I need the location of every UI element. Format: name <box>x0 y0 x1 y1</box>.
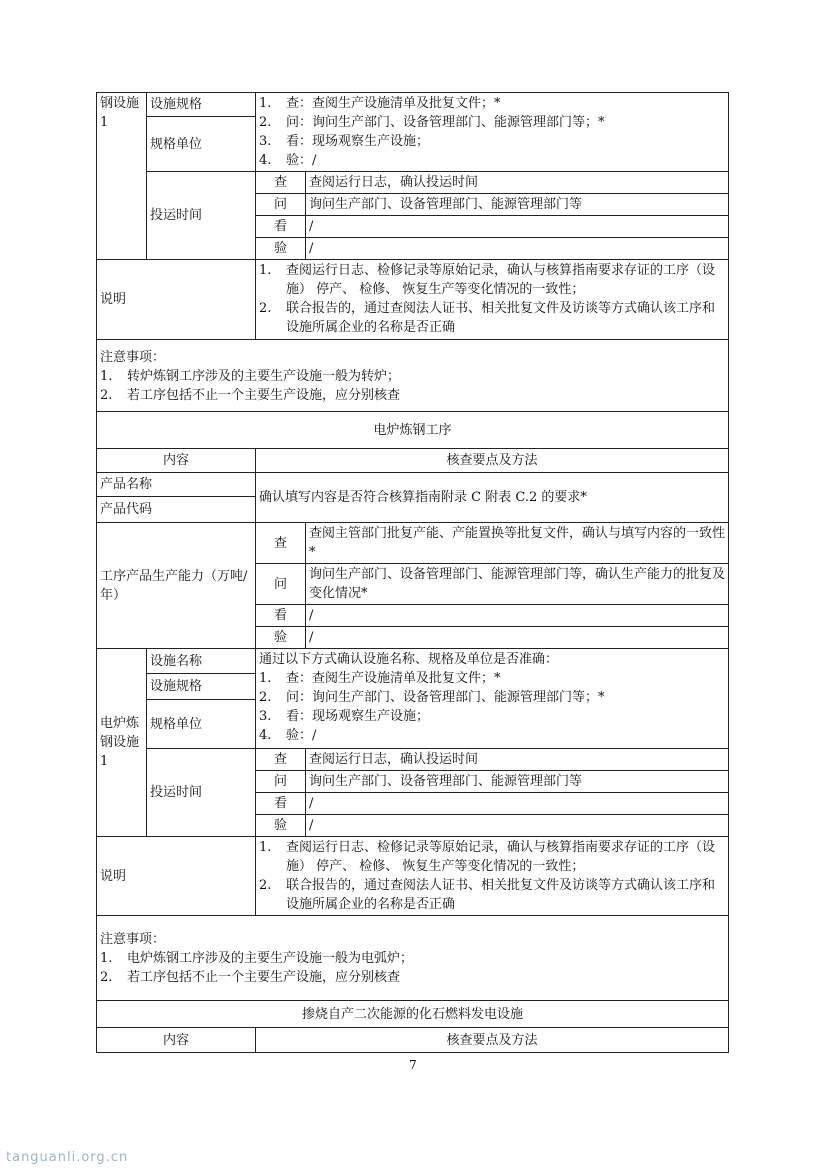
capacity-label: 工序产品生产能力（万吨/年） <box>97 523 256 649</box>
list-text: 电炉炼钢工序涉及的主要生产设施一般为电弧炉； <box>127 951 414 966</box>
list-text: 看：现场观察生产设施； <box>286 709 430 724</box>
attention-block <box>97 916 729 1001</box>
note-item <box>259 261 725 299</box>
check-value: / <box>306 627 729 649</box>
product-method: 确认填写内容是否符合核算指南附录 C 附表 C.2 的要求* <box>256 473 729 523</box>
verification-table <box>96 92 729 1053</box>
column-header-method: 核查要点及方法 <box>256 1028 729 1053</box>
attention-item <box>100 367 725 386</box>
list-number: 2. <box>100 388 113 403</box>
list-text: 验：/ <box>286 728 317 743</box>
method-item <box>259 151 725 170</box>
list-number: 1. <box>259 96 272 111</box>
list-text: 查阅运行日志、检修记录等原始记录，确认与核算指南要求存证的工序（设施） 停产、 检修、 恢复生产等变化情况的一致性； <box>286 840 716 874</box>
check-value: 查阅运行日志，确认投运时间 <box>306 172 729 194</box>
check-value: 查阅主管部门批复产能、产能置换等批复文件，确认与填写内容的一致性* <box>306 523 729 564</box>
note-item <box>259 299 725 337</box>
check-key: 问 <box>256 194 306 216</box>
list-number: 4. <box>259 153 272 168</box>
spec-label: 设施规格 <box>147 674 256 700</box>
check-value: / <box>306 216 729 238</box>
list-number: 2. <box>100 970 113 985</box>
list-text: 联合报告的，通过查阅法人证书、相关批复文件及访谈等方式确认该工序和设施所属企业的名称是否正确 <box>286 301 716 335</box>
page-number: 7 <box>409 1058 417 1072</box>
check-value: / <box>306 793 729 815</box>
method-item <box>259 726 725 745</box>
check-value: 询问生产部门、设备管理部门、能源管理部门等，确认生产能力的批复及变化情况* <box>306 564 729 605</box>
list-number: 2. <box>259 301 272 316</box>
check-key: 验 <box>256 627 306 649</box>
note-item <box>259 876 725 914</box>
note-label: 说明 <box>97 260 256 340</box>
note-label: 说明 <box>97 837 256 916</box>
list-text: 转炉炼钢工序涉及的主要生产设施一般为转炉； <box>127 369 401 384</box>
section-title: 电炉炼钢工序 <box>97 412 729 449</box>
column-header-content: 内容 <box>97 449 256 473</box>
list-number: 1. <box>259 840 272 855</box>
list-number: 1. <box>100 369 113 384</box>
method-item <box>259 94 725 113</box>
note-list <box>256 837 729 916</box>
list-text: 问：询问生产部门、设备管理部门、能源管理部门等；* <box>286 690 605 705</box>
method-item <box>259 669 725 688</box>
facility-name-label: 设施名称 <box>147 649 256 674</box>
list-number: 3. <box>259 134 272 149</box>
list-text: 查阅运行日志、检修记录等原始记录，确认与核算指南要求存证的工序（设施） 停产、 检修、 恢复生产等变化情况的一致性； <box>286 263 716 297</box>
commission-label: 投运时间 <box>147 172 256 260</box>
column-header-method: 核查要点及方法 <box>256 449 729 473</box>
product-code-label: 产品代码 <box>97 497 256 523</box>
spec-label: 设施规格 <box>147 93 256 117</box>
attention-item <box>100 968 725 987</box>
attention-block <box>97 340 729 412</box>
check-key: 看 <box>256 216 306 238</box>
check-key: 查 <box>256 172 306 194</box>
attention-item <box>100 386 725 405</box>
list-number: 2. <box>259 115 272 130</box>
commission-label: 投运时间 <box>147 749 256 837</box>
method-item <box>259 688 725 707</box>
list-number: 2. <box>259 690 272 705</box>
section-title: 掺烧自产二次能源的化石燃料发电设施 <box>97 1001 729 1028</box>
list-text: 若工序包括不止一个主要生产设施，应分别核查 <box>127 388 401 403</box>
list-number: 4. <box>259 728 272 743</box>
facility-method-list <box>256 649 729 749</box>
list-number: 3. <box>259 709 272 724</box>
check-value: / <box>306 815 729 837</box>
method-item <box>259 132 725 151</box>
list-text: 联合报告的，通过查阅法人证书、相关批复文件及访谈等方式确认该工序和设施所属企业的名称是否正确 <box>286 878 716 912</box>
list-number: 2. <box>259 878 272 893</box>
list-number: 1. <box>100 951 113 966</box>
list-number: 1. <box>259 263 272 278</box>
unit-label: 规格单位 <box>147 700 256 749</box>
check-key: 看 <box>256 605 306 627</box>
list-text: 查：查阅生产设施清单及批复文件；* <box>286 671 501 686</box>
check-key: 查 <box>256 523 306 564</box>
note-item <box>259 838 725 876</box>
check-key: 验 <box>256 815 306 837</box>
note-list <box>256 260 729 340</box>
list-text: 问：询问生产部门、设备管理部门、能源管理部门等；* <box>286 115 605 130</box>
check-value: / <box>306 238 729 260</box>
method-intro: 通过以下方式确认设施名称、规格及单位是否准确： <box>259 652 559 667</box>
check-value: 询问生产部门、设备管理部门、能源管理部门等 <box>306 771 729 793</box>
check-key: 问 <box>256 564 306 605</box>
check-key: 看 <box>256 793 306 815</box>
facility-label: 钢设施 1 <box>97 93 147 260</box>
list-text: 查：查阅生产设施清单及批复文件；* <box>286 96 501 111</box>
facility-method-list <box>256 93 729 172</box>
check-value: 询问生产部门、设备管理部门、能源管理部门等 <box>306 194 729 216</box>
list-text: 看：现场观察生产设施； <box>286 134 430 149</box>
method-item <box>259 707 725 726</box>
unit-label: 规格单位 <box>147 117 256 172</box>
method-item <box>259 113 725 132</box>
attention-item <box>100 949 725 968</box>
facility-label: 电炉炼钢设施1 <box>97 649 147 837</box>
list-text: 验：/ <box>286 153 317 168</box>
check-key: 验 <box>256 238 306 260</box>
check-key: 问 <box>256 771 306 793</box>
check-value: / <box>306 605 729 627</box>
list-number: 1. <box>259 671 272 686</box>
check-key: 查 <box>256 749 306 771</box>
column-header-content: 内容 <box>97 1028 256 1053</box>
check-value: 查阅运行日志，确认投运时间 <box>306 749 729 771</box>
attention-title: 注意事项： <box>100 932 166 947</box>
attention-title: 注意事项： <box>100 350 166 365</box>
product-name-label: 产品名称 <box>97 473 256 497</box>
watermark-text: tanguanli.org.cn <box>6 1150 129 1165</box>
list-text: 若工序包括不止一个主要生产设施，应分别核查 <box>127 970 401 985</box>
